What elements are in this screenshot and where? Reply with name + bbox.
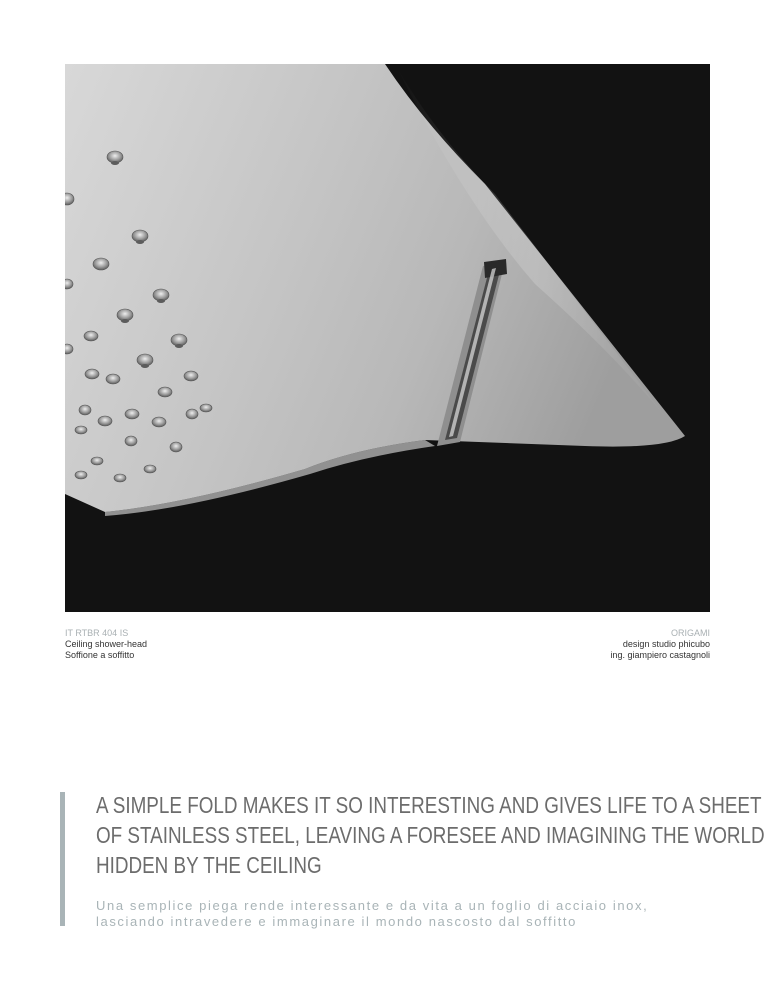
engineer-credit: ing. giampiero castagnoli <box>610 650 710 660</box>
quote-line-2: OF STAINLESS STEEL, LEAVING A FORESEE AND IMAGINING THE WORLD <box>96 822 765 848</box>
quote-line-3: HIDDEN BY THE CEILING <box>96 852 322 878</box>
product-name-en: Ceiling shower-head <box>65 639 148 649</box>
quote-line-1: A SIMPLE FOLD MAKES IT SO INTERESTING AND GIVES LIFE TO A SHEET <box>96 792 762 818</box>
design-studio: design studio phicubo <box>622 639 710 649</box>
collection-name: ORIGAMI <box>670 628 710 638</box>
shower-head-illustration <box>65 64 710 612</box>
quote-italian <box>96 898 716 930</box>
design-credits <box>610 628 710 661</box>
quote-headline <box>96 790 765 880</box>
product-photo <box>65 64 710 612</box>
product-info <box>65 628 147 661</box>
quote-italian-line-2: lasciando intravedere e immaginare il mondo nascosto dal soffitto <box>96 914 577 929</box>
product-code: IT RTBR 404 IS <box>65 628 129 638</box>
product-name-it: Soffione a soffitto <box>65 650 135 660</box>
quote-italian-line-1: Una semplice piega rende interessante e da vita a un foglio di acciaio inox, <box>96 898 649 913</box>
quote-accent-bar <box>60 792 65 926</box>
